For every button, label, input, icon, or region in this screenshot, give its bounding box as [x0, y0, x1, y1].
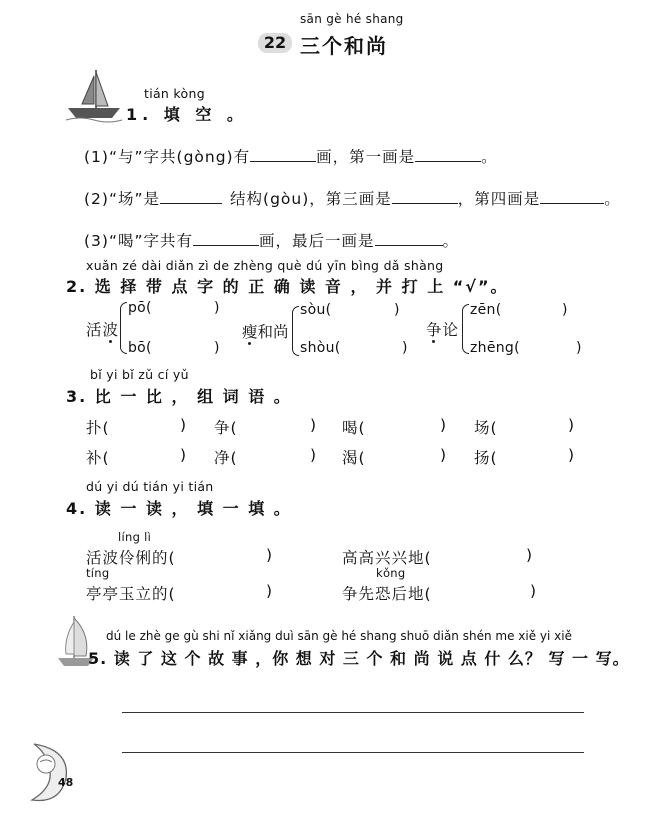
q2-g2-top-close: ) [394, 302, 400, 318]
q4-ruby-1: líng lì [118, 530, 152, 544]
q5-answer-line-2[interactable] [122, 752, 584, 753]
q3-r1-c3[interactable]: 喝( [342, 419, 366, 437]
q3-r1-c4-close: ) [568, 416, 576, 434]
q2-word1-dot [109, 340, 112, 343]
q1-line2-text-d: 。 [604, 190, 621, 208]
q1-line-3 [84, 229, 459, 251]
q1-line-1 [84, 145, 498, 167]
q2-word3-dot [432, 340, 435, 343]
q1-line3-blank-1[interactable] [193, 231, 259, 246]
q4-item-3[interactable]: 亭亭玉立的( [86, 585, 176, 603]
q1-line3-text-b: 画，最后一画是 [259, 232, 375, 250]
page-title: 三个和尚 [300, 34, 388, 58]
q2-word-1: 活波 [86, 321, 120, 339]
page-number: 48 [58, 776, 74, 789]
q2-g1-bottom[interactable]: bō( [128, 340, 152, 356]
q2-g2-bottom-close: ) [402, 340, 408, 356]
q1-line2-blank-1[interactable] [160, 189, 222, 204]
q1-line3-text-c: 。 [442, 232, 460, 250]
title-pinyin: sān gè hé shang [300, 12, 404, 26]
q1-line1-text-b: 画，第一画是 [316, 148, 416, 166]
lesson-number-badge: 22 [258, 33, 292, 53]
q1-line1-blank-2[interactable] [415, 147, 481, 162]
q2-g1-top[interactable]: pō( [128, 300, 152, 316]
q1-line1-blank-1[interactable] [250, 147, 316, 162]
q3-r2-c4-close: ) [568, 446, 576, 464]
q3-r1-c3-close: ) [440, 416, 448, 434]
q5-answer-line-1[interactable] [122, 712, 584, 713]
q2-brace-3 [462, 304, 469, 354]
q3-heading: 3. 比 一 比 ， 组 词 语 。 [66, 387, 292, 406]
q4-item3-close: ) [266, 582, 274, 600]
q3-r1-c1[interactable]: 扑( [86, 419, 110, 437]
q4-heading: 4. 读 一 读 ， 填 一 填 。 [66, 499, 292, 518]
q1-line2-blank-3[interactable] [540, 189, 604, 204]
q2-g3-top[interactable]: zēn( [470, 302, 502, 318]
q3-r2-c1[interactable]: 补( [86, 449, 110, 467]
q3-r2-c3[interactable]: 渴( [342, 449, 366, 467]
q2-pinyin: xuǎn zé dài diǎn zì de zhèng què dú yīn bìng dǎ shàng [86, 258, 444, 273]
q2-g1-bottom-close: ) [214, 340, 220, 356]
q2-brace-1 [120, 302, 127, 354]
q4-item1-close: ) [266, 546, 274, 564]
q1-line2-text-b: 结构(gòu)，第三画是 [230, 190, 392, 208]
q2-heading: 2. 选 择 带 点 字 的 正 确 读 音 ， 并 打 上 “√”。 [66, 277, 509, 296]
q3-r2-c1-close: ) [180, 446, 188, 464]
q2-g3-bottom-close: ) [576, 340, 582, 356]
q4-item4-close: ) [530, 582, 538, 600]
q4-item-4[interactable]: 争先恐后地( [342, 585, 432, 603]
q3-r1-c2-close: ) [310, 416, 318, 434]
q2-g3-bottom[interactable]: zhēng( [470, 340, 520, 356]
q4-ruby-2: tíng [86, 566, 110, 580]
q1-line-2 [84, 187, 621, 209]
q3-r2-c3-close: ) [440, 446, 448, 464]
q3-r2-c2[interactable]: 净( [214, 449, 238, 467]
q1-line2-blank-2[interactable] [392, 189, 458, 204]
q5-pinyin: dú le zhè ge gù shi nǐ xiǎng duì sān gè hé shang shuō diǎn shén me xiě yi xiě [106, 629, 572, 643]
q5-heading: 5. 读 了 这 个 故 事 ，你 想 对 三 个 和 尚 说 点 什 么？ 写 一 写。 [88, 649, 630, 668]
q1-line3-text-a: (3)“喝”字共有 [84, 232, 194, 250]
q2-word2-dot [248, 342, 251, 345]
q2-g1-top-close: ) [214, 300, 220, 316]
q4-ruby-3: kǒng [376, 566, 406, 580]
q1-pinyin: tián kòng [144, 86, 205, 101]
q1-line2-text-c: ，第四画是 [457, 190, 541, 208]
q1-line3-blank-2[interactable] [375, 231, 443, 246]
q3-r1-c1-close: ) [180, 416, 188, 434]
q3-r2-c2-close: ) [310, 446, 318, 464]
q1-line1-text-c: 。 [481, 148, 498, 166]
q3-r1-c2[interactable]: 争( [214, 419, 238, 437]
q1-line1-text-a: (1)“与”字共(gòng)有 [84, 148, 251, 166]
q4-item-2[interactable]: 高高兴兴地( [342, 549, 432, 567]
moon-baby-icon [26, 738, 72, 808]
q2-g3-top-close: ) [562, 302, 568, 318]
q3-r2-c4[interactable]: 扬( [474, 449, 498, 467]
q4-item-1[interactable]: 活波伶俐的( [86, 549, 176, 567]
q3-pinyin: bǐ yi bǐ zǔ cí yǔ [90, 367, 189, 382]
q2-word-2: 瘦和尚 [242, 323, 289, 341]
q2-g2-bottom[interactable]: shòu( [300, 340, 341, 356]
q1-line2-text-a: (2)“场”是 [84, 190, 161, 208]
q2-word-3: 争论 [426, 321, 460, 339]
q1-heading: 1. 填 空 。 [126, 105, 248, 124]
q2-g2-top[interactable]: sòu( [300, 302, 332, 318]
sailboat-icon [64, 66, 124, 124]
q4-item2-close: ) [526, 546, 534, 564]
q2-brace-2 [292, 306, 299, 356]
q3-r1-c4[interactable]: 场( [474, 419, 498, 437]
q4-pinyin: dú yi dú tián yi tián [86, 479, 214, 494]
